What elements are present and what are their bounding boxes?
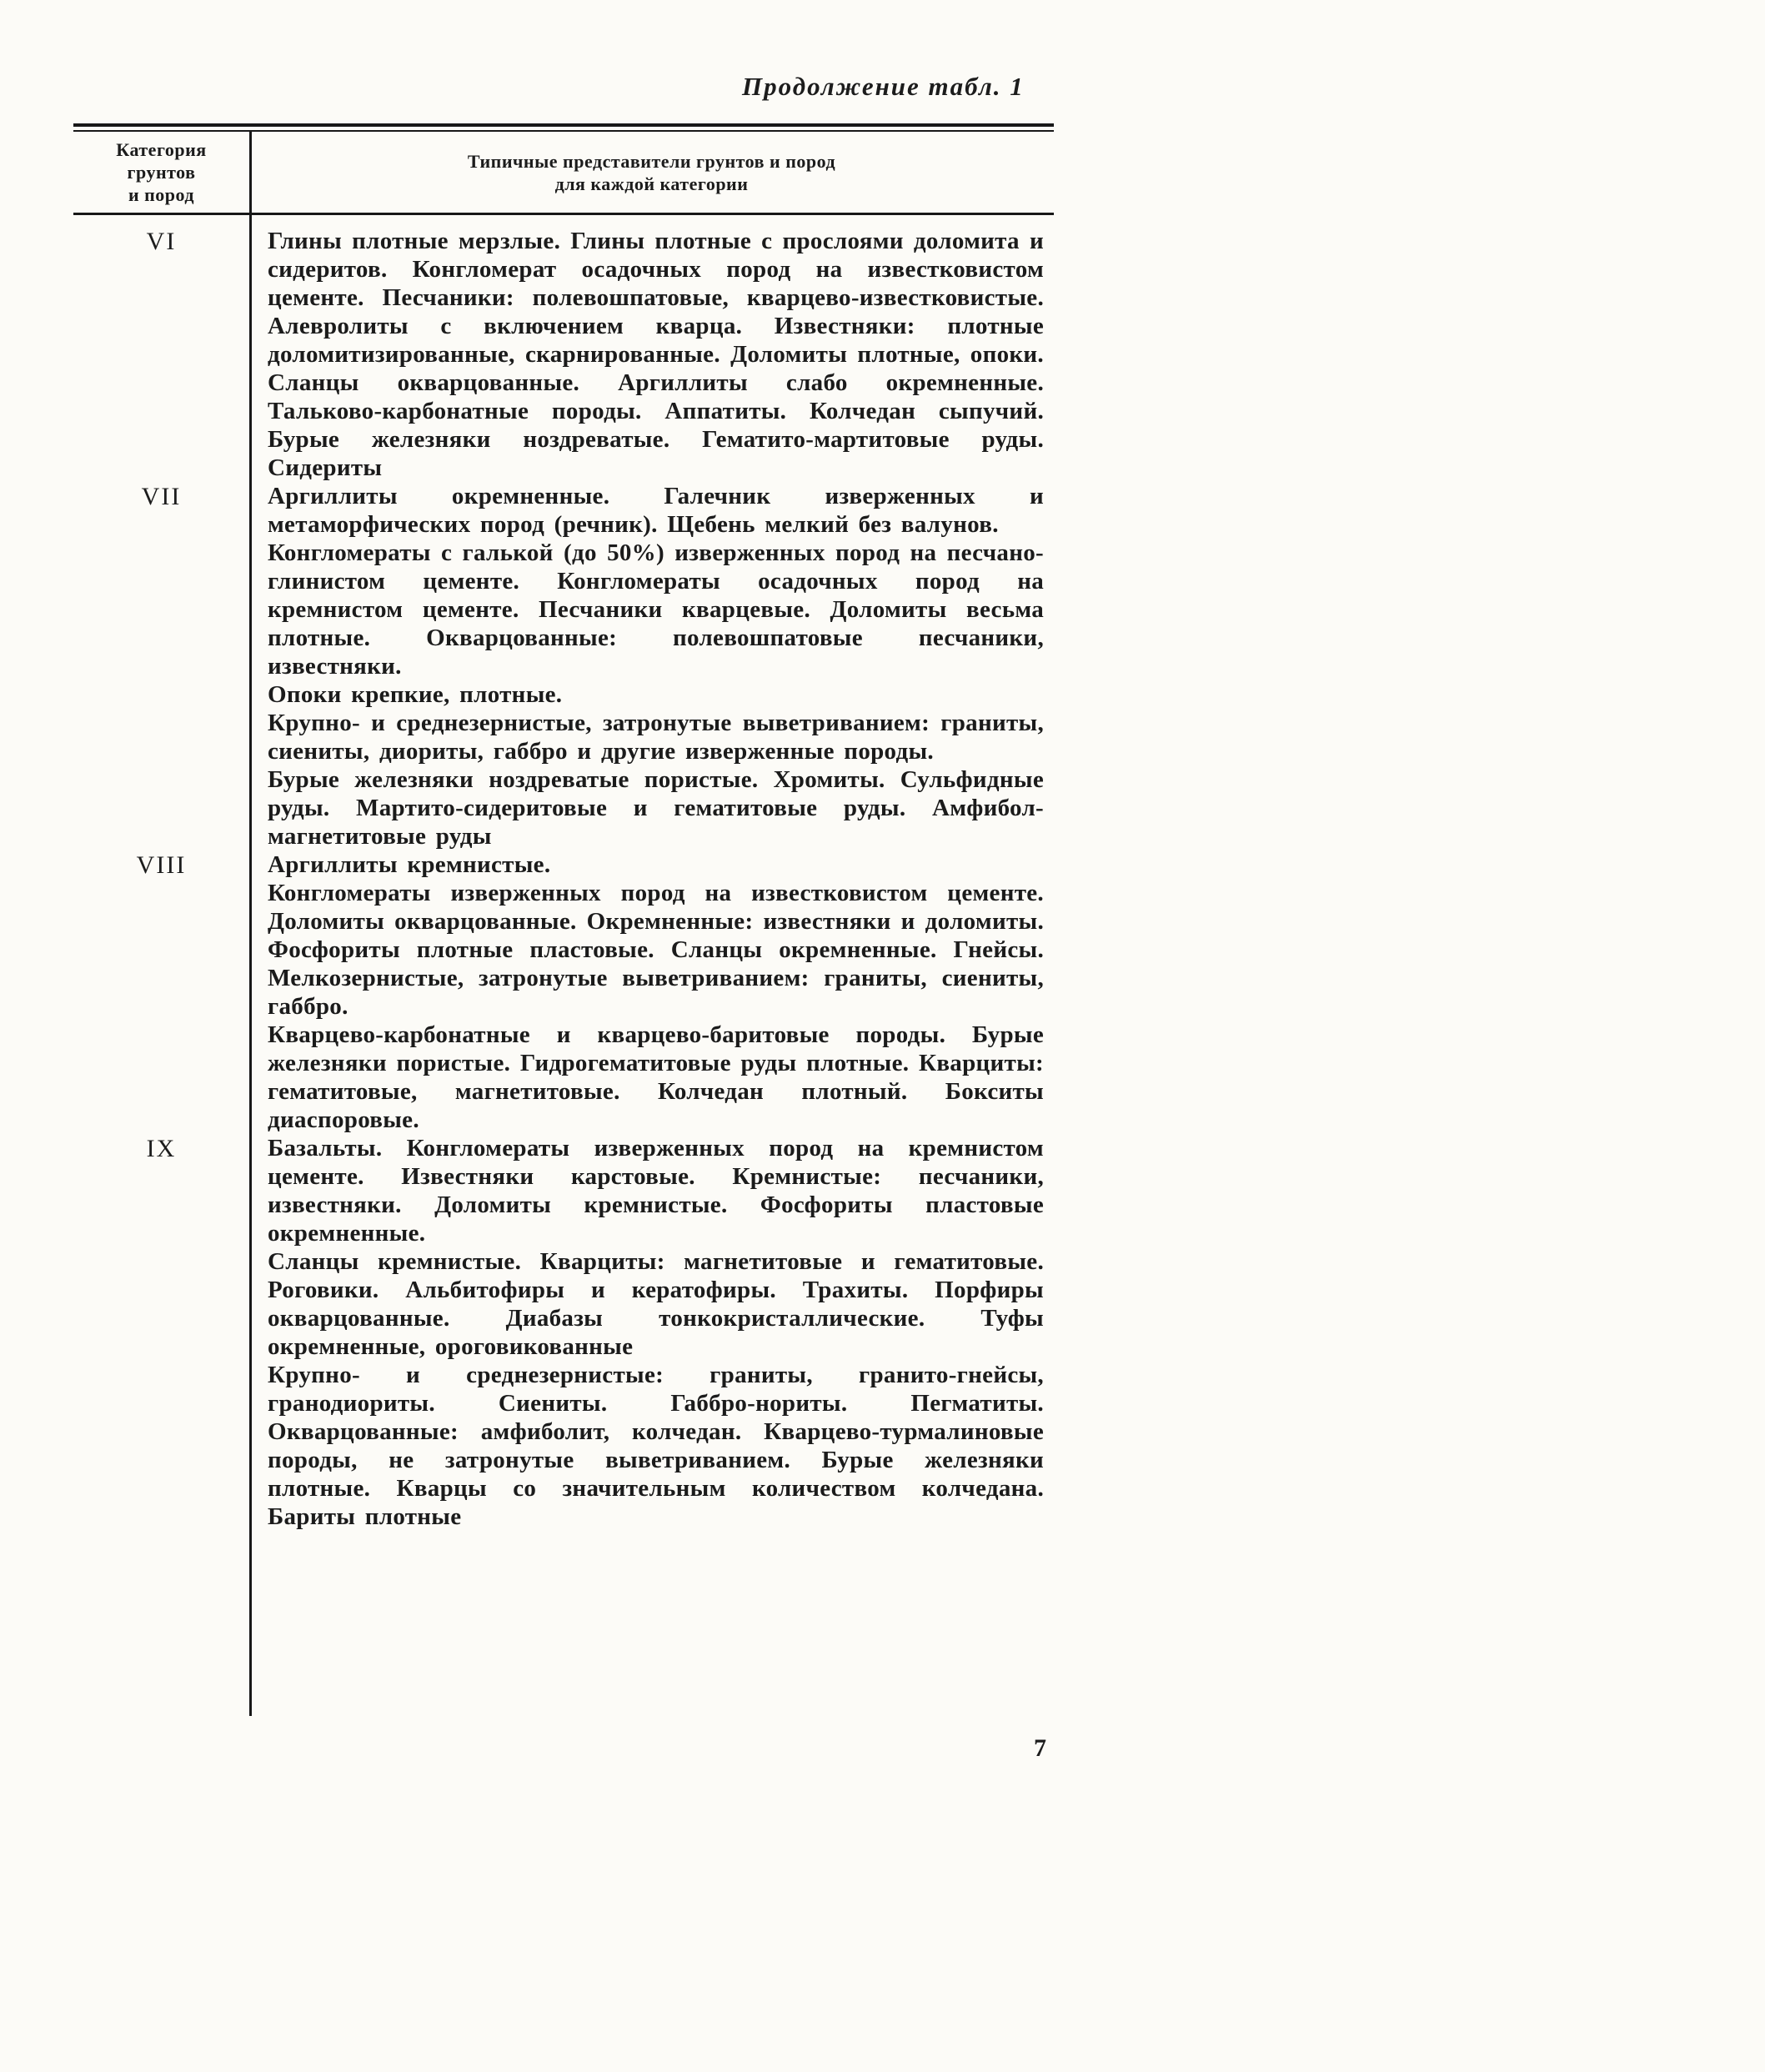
table-row [73,850,1054,1134]
table-row [73,227,1054,482]
table-header-row [73,132,1054,215]
category-label: VIII [136,851,187,879]
table-continuation-title: Продолжение табл. 1 [742,72,1025,101]
description-paragraph: Аргиллиты кремнистые. [268,851,551,878]
category-header-line: Категория [116,139,207,160]
page-number: 7 [1034,1734,1046,1762]
description-column-header [249,132,1054,213]
category-column-header [73,132,249,213]
table-top-rule [73,123,1054,132]
category-label: IX [146,1135,177,1162]
table-row [73,482,1054,850]
description-paragraph: Бурые железняки ноздреватые пористые. Хромиты. Сульфидные руды. Мартито-сидеритовые и гематитовые руды. Амфибол-магнетитовые руды [268,766,1044,850]
category-header-line: грунтов [127,162,196,183]
category-label: VII [141,483,182,510]
table-row [73,1134,1054,1531]
category-header-line: и пород [128,184,195,205]
description-cell [249,227,1054,482]
description-cell [249,482,1054,850]
description-paragraph: Крупно- и среднезернистые, затронутые выветриванием: граниты, сиениты, диориты, габбро и другие изверженные породы. [268,710,1044,765]
category-label: VI [146,228,177,255]
description-paragraph: Кварцево-карбонатные и кварцево-баритовые породы. Бурые железняки пористые. Гидрогематитовые руды плотные. Кварциты: гематитовые, магнетитовые. Колчедан плотный. Бокситы диаспоровые. [268,1021,1044,1133]
description-paragraph: Базальты. Конгломераты изверженных пород на кремнистом цементе. Известняки карстовые. Кремнистые: песчаники, известняки. Доломиты кремнистые. Фосфориты пластовые окремненные. [268,1135,1044,1247]
column-divider-line [249,132,252,1716]
description-paragraph: Сланцы кремнистые. Кварциты: магнетитовые и гематитовые. Роговики. Альбитофиры и кератофиры. Трахиты. Порфиры окварцованные. Диабазы тонкокристаллические. Туфы окремненные, ороговикованные [268,1248,1044,1360]
description-cell [249,1134,1054,1531]
description-paragraph: Крупно- и среднезернистые: граниты, гранито-гнейсы, гранодиориты. Сиениты. Габбро-нориты. Пегматиты. Окварцованные: амфиболит, колчедан. Кварцево-турмалиновые породы, не затронутые выветриванием. Бурые железняки плотные. Кварцы со значительным количеством колчедана. Бариты плотные [268,1362,1044,1530]
description-header-line: Типичные представители грунтов и пород [467,150,836,172]
description-paragraph: Конгломераты с галькой (до 50%) изверженных пород на песчано-глинистом цементе. Конгломераты осадочных пород на кремнистом цементе. Песчаники кварцевые. Доломиты весьма плотные. Окварцованные: полевошпатовые песчаники, известняки. [268,539,1044,680]
description-paragraph: Конгломераты изверженных пород на известковистом цементе. Доломиты окварцованные. Окремненные: известняки и доломиты. Фосфориты плотные пластовые. Сланцы окремненные. Гнейсы. Мелкозернистые, затронутые выветриванием: граниты, сиениты, габбро. [268,880,1044,1020]
description-cell [249,850,1054,1134]
description-paragraph: Опоки крепкие, плотные. [268,681,563,708]
description-paragraph: Глины плотные мерзлые. Глины плотные с прослоями доломита и сидеритов. Конгломерат осадочных пород на известковистом цементе. Песчаники: полевошпатовые, кварцево-известковистые. Алевролиты с включением кварца. Известняки: плотные доломитизированные, скарнированные. Доломиты плотные, опоки. Сланцы окварцованные. Аргиллиты слабо окремненные. Тальково-карбонатные породы. Аппатиты. Колчедан сыпучий. Бурые железняки ноздреватые. Гематито-мартитовые руды. Сидериты [268,228,1044,481]
description-header-line: для каждой категории [554,173,749,194]
table-body [73,215,1054,1531]
soil-category-table [73,123,1054,1531]
description-paragraph: Аргиллиты окремненные. Галечник изверженных и метаморфических пород (речник). Щебень мелкий без валунов. [268,483,1044,538]
